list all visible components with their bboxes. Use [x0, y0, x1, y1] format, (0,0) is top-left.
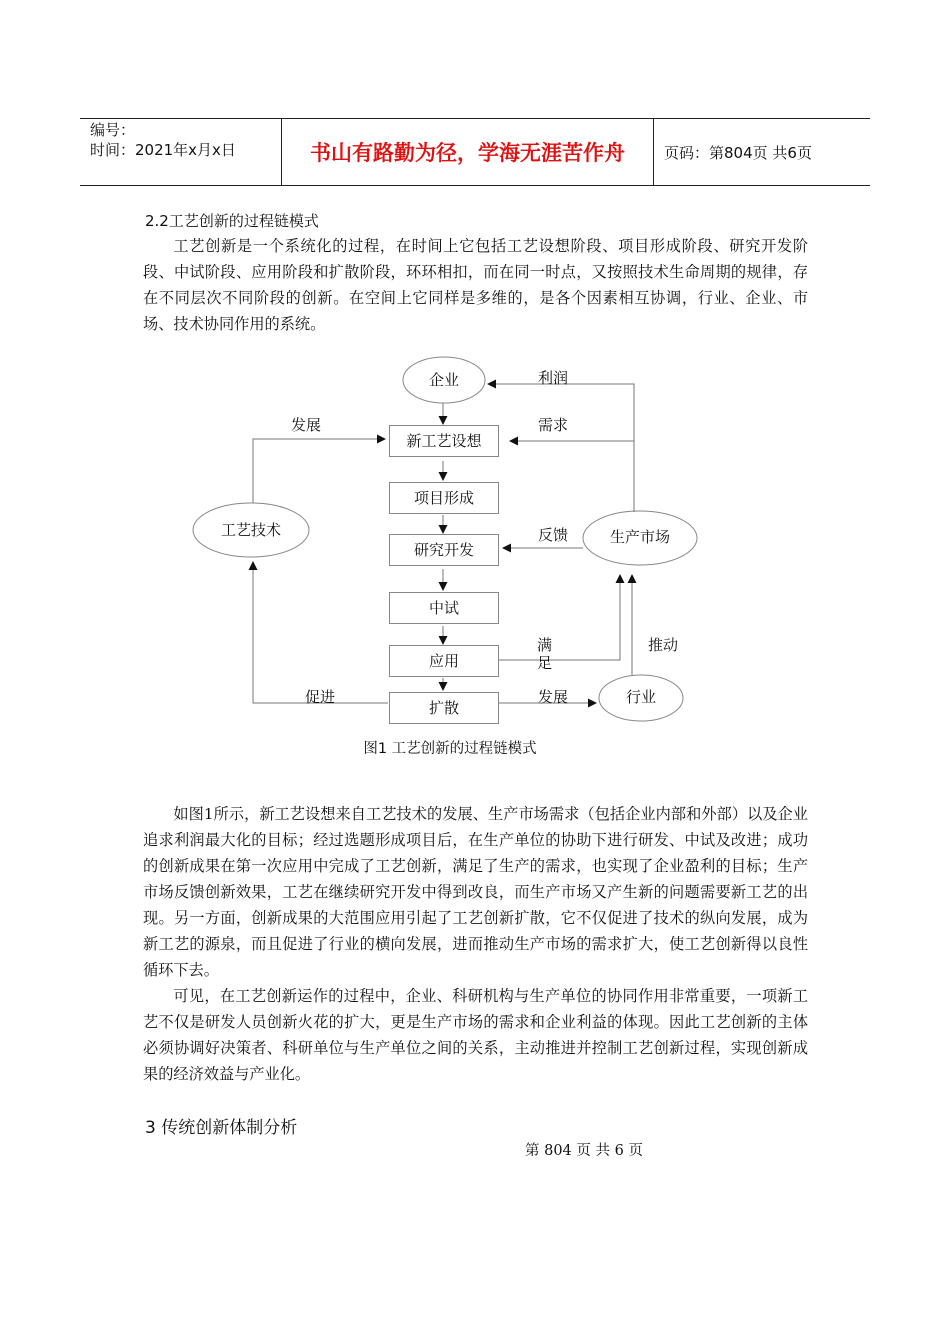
- node-pilot: 中试: [389, 592, 499, 624]
- intro-text: 工艺创新是一个系统化的过程，在时间上它包括工艺设想阶段、项目形成阶段、研究开发阶段、中试阶段、应用阶段和扩散阶段，环环相扣，而在同一时点，又按照技术生命周期的规律，存在不同层次不同阶段的创新。在空间上它同样是多维的，是各个因素相互协调，行业、企业、市场、技术协同作用的系统。: [143, 237, 808, 333]
- section-heading-3: 3 传统创新体制分析: [145, 1118, 298, 1138]
- arrow-develop-left: [253, 439, 385, 503]
- body-paragraph-2: 可见，在工艺创新运作的过程中，企业、科研机构与生产单位的协同作用非常重要，一项新工艺不仅是研发人员创新火花的扩大，更是生产市场的需求和企业利益的体现。因此工艺创新的主体必须协调好决策者、科研单位与生产单位之间的关系，主动推进并控制工艺创新过程，实现创新成果的经济效益与产业化。: [143, 987, 808, 1083]
- label-promote: 促进: [305, 688, 336, 706]
- node-new-idea: 新工艺设想: [389, 425, 499, 457]
- node-application: 应用: [389, 645, 499, 677]
- page-footer: 第 804 页 共 6 页: [525, 1143, 643, 1159]
- node-tech: 工艺技术: [220, 521, 281, 539]
- arrow-satisfy: [498, 575, 620, 660]
- time-label: 时间：2021年x月x日: [90, 141, 236, 159]
- body-paragraphs: [143, 801, 808, 1087]
- node-rnd: 研究开发: [389, 534, 499, 566]
- label-demand: 需求: [538, 416, 569, 434]
- node-enterprise: 企业: [428, 371, 459, 389]
- header-page-label: 页码：第804页 共6页: [664, 144, 812, 162]
- number-label: 编号：: [90, 121, 136, 139]
- node-project: 项目形成: [389, 482, 499, 514]
- node-diffusion: 扩散: [389, 692, 499, 724]
- label-develop-left: 发展: [291, 416, 322, 434]
- label-profit: 利润: [538, 369, 569, 387]
- label-satisfy: 满足: [537, 636, 553, 672]
- section-title: 2.2工艺创新的过程链模式: [145, 212, 319, 230]
- arrow-promote: [253, 562, 388, 703]
- figure-caption: 图1 工艺创新的过程链模式: [363, 741, 537, 757]
- node-industry: 行业: [625, 688, 656, 706]
- label-develop-right: 发展: [538, 688, 569, 706]
- arrow-profit: [488, 384, 634, 512]
- label-push: 推动: [648, 636, 679, 654]
- label-feedback: 反馈: [538, 526, 569, 544]
- header-motto: 书山有路勤为径，学海无涯苦作舟: [310, 141, 625, 165]
- node-market: 生产市场: [609, 528, 670, 546]
- body-paragraph-1: 如图1所示，新工艺设想来自工艺技术的发展、生产市场需求（包括企业内部和外部）以及企业追求利润最大化的目标；经过选题形成项目后，在生产单位的协助下进行研发、中试及改进；成功的创新成果在第一次应用中完成了工艺创新，满足了生产的需求，也实现了企业盈利的目标；生产市场反馈创新效果，工艺在继续研究开发中得到改良，而生产市场又产生新的问题需要新工艺的出现。另一方面，创新成果的大范围应用引起了工艺创新扩散，它不仅促进了技术的纵向发展，成为新工艺的源泉，而且促进了行业的横向发展，进而推动生产市场的需求扩大，使工艺创新得以良性循环下去。: [143, 805, 808, 979]
